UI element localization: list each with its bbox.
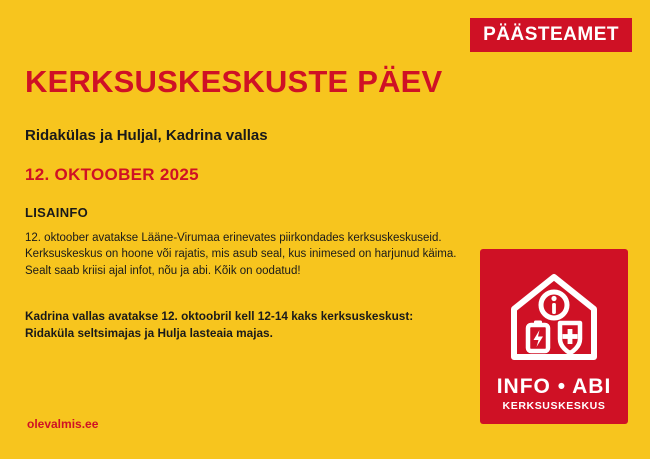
house-icon [480,261,628,366]
info-heading: LISAINFO [25,205,89,220]
battery-icon [528,321,548,352]
page-title: KERKSUSKESKUSTE PÄEV [25,64,443,99]
info-highlight [25,308,465,342]
info-circle-icon [541,292,567,318]
footer-url[interactable]: olevalmis.ee [27,417,99,431]
info-paragraph: Kerksuskeskus on hoone või rajatis, mis asub seal, kus inimesed on harjunud käima. [25,248,457,261]
event-date: 12. OKTOOBER 2025 [25,165,199,184]
info-paragraph: Sealt saab kriisi ajal infot, nõu ja abi. Kõik on oodatud! [25,264,301,277]
info-body [25,230,465,279]
agency-badge: PÄÄSTEAMET [470,18,632,52]
event-location: Ridakülas ja Huljal, Kadrina vallas [25,127,268,144]
info-paragraph: 12. oktoober avatakse Lääne-Virumaa erinevates piirkondades kerksuskeskuseid. [25,232,442,244]
logo-sub-text: KERKSUSKESKUS [502,400,606,412]
info-highlight-line: Ridaküla seltsimajas ja Hulja lasteaia majas. [25,326,273,341]
logo-main-text: INFO • ABI [496,374,612,398]
info-abi-logo [480,249,628,424]
shield-cross-icon [560,323,580,353]
logo-text-block [480,376,628,412]
info-highlight-line: Kadrina vallas avatakse 12. oktoobril kell 12-14 kaks kerksuskeskust: [25,309,414,323]
